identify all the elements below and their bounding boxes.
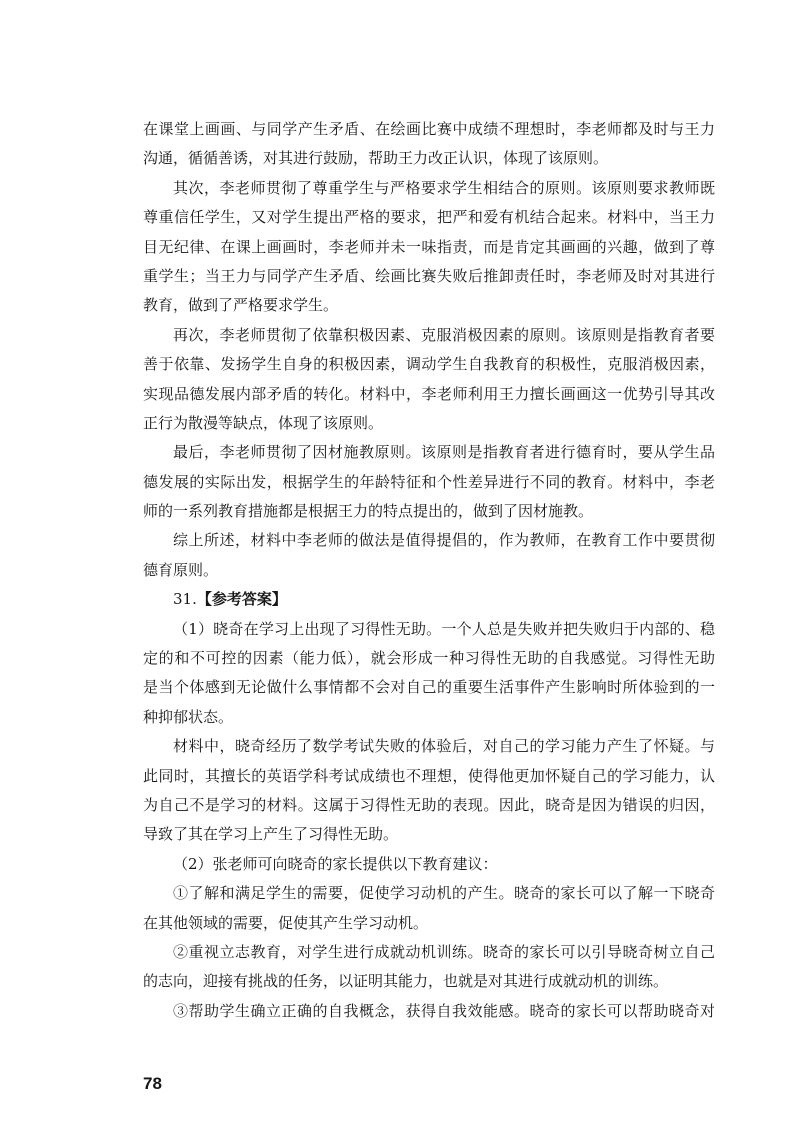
question-number: 31. xyxy=(173,590,197,609)
paragraph xyxy=(143,526,715,585)
paragraph xyxy=(143,115,715,174)
text-line: 师的一系列教育措施都是根据王力的特点提出的，做到了因材施教。 xyxy=(143,502,594,521)
paragraph xyxy=(143,615,715,733)
text-line: 在其他领域的需要，促使其产生学习动机。 xyxy=(143,913,429,932)
text-line: 为自己不是学习的材料。这属于习得性无助的表现。因此，晓奇是因为错误的归因， xyxy=(143,795,715,814)
text-line: ③帮助学生确立正确的自我概念，获得自我效能感。晓奇的家长可以帮助晓奇对 xyxy=(173,1001,715,1020)
text-line: 实现品德发展内部矛盾的转化。材料中，李老师利用王力擅长画画这一优势引导其改 xyxy=(143,384,715,403)
text-line: 德育原则。 xyxy=(143,560,219,579)
answer-label: 【参考答案】 xyxy=(196,590,287,609)
page-number: 78 xyxy=(143,1074,162,1093)
text-line: ①了解和满足学生的需要，促使学习动机的产生。晓奇的家长可以了解一下晓奇 xyxy=(173,884,715,903)
text-line: 综上所述，材料中李老师的做法是值得提倡的，作为教师，在教育工作中要贯彻 xyxy=(173,531,715,550)
text-line: 重学生；当王力与同学产生矛盾、绘画比赛失败后推卸责任时，李老师及时对其进行 xyxy=(143,266,715,285)
paragraph xyxy=(143,438,715,526)
text-line: 在课堂上画画、与同学产生矛盾、在绘画比赛中成绩不理想时，李老师都及时与王力 xyxy=(143,120,715,138)
text-line: 教育，做到了严格要求学生。 xyxy=(143,296,339,315)
text-line: 是当个体感到无论做什么事情都不会对自己的重要生活事件产生影响时所体验到的一 xyxy=(143,678,715,697)
text-line: 尊重信任学生，又对学生提出严格的要求，把严和爱有机结合起来。材料中，当王力 xyxy=(143,208,715,227)
text-line: 此同时，其擅长的英语学科考试成绩也不理想，使得他更加怀疑自己的学习能力，认 xyxy=(143,766,715,785)
text-line: ②重视立志教育，对学生进行成就动机训练。晓奇的家长可以引导晓奇树立自己 xyxy=(173,942,715,961)
text-line: 材料中，晓奇经历了数学考试失败的体验后，对自己的学习能力产生了怀疑。与 xyxy=(173,737,715,756)
paragraph xyxy=(143,174,715,321)
text-line: 导致了其在学习上产生了习得性无助。 xyxy=(143,825,399,844)
paragraph xyxy=(143,321,715,439)
paragraph xyxy=(143,879,715,938)
text-line: 德发展的实际出发，根据学生的年龄特征和个性差异进行不同的教育。材料中，李老 xyxy=(143,472,715,491)
body-text xyxy=(143,115,715,1026)
text-line: 其次，李老师贯彻了尊重学生与严格要求学生相结合的原则。该原则要求教师既 xyxy=(173,178,715,197)
paragraph xyxy=(143,850,715,879)
answer-heading xyxy=(143,585,715,614)
text-line: （2）张老师可向晓奇的家长提供以下教育建议： xyxy=(173,854,498,873)
text-line: 最后，李老师贯彻了因材施教原则。该原则是指教育者进行德育时，要从学生品 xyxy=(173,443,715,462)
text-line: 再次，李老师贯彻了依靠积极因素、克服消极因素的原则。该原则是指教育者要 xyxy=(173,325,715,344)
text-line: 目无纪律、在课上画画时，李老师并未一味指责，而是肯定其画画的兴趣，做到了尊 xyxy=(143,237,715,256)
text-line: 善于依靠、发扬学生自身的积极因素，调动学生自我教育的积极性，克服消极因素， xyxy=(143,355,715,374)
paragraph xyxy=(143,938,715,997)
text-line: 沟通，循循善诱，对其进行鼓励，帮助王力改正认识，体现了该原则。 xyxy=(143,149,609,168)
text-line: 种抑郁状态。 xyxy=(143,707,234,726)
text-line: 定的和不可控的因素（能力低），就会形成一种习得性无助的自我感觉。习得性无助 xyxy=(143,649,715,668)
text-line: （1）晓奇在学习上出现了习得性无助。一个人总是失败并把失败归于内部的、稳 xyxy=(173,619,715,638)
paragraph xyxy=(143,732,715,850)
text-line: 的志向，迎接有挑战的任务，以证明其能力，也就是对其进行成就动机的训练。 xyxy=(143,972,669,991)
paragraph xyxy=(143,997,715,1026)
text-line: 正行为散漫等缺点，体现了该原则。 xyxy=(143,413,384,432)
